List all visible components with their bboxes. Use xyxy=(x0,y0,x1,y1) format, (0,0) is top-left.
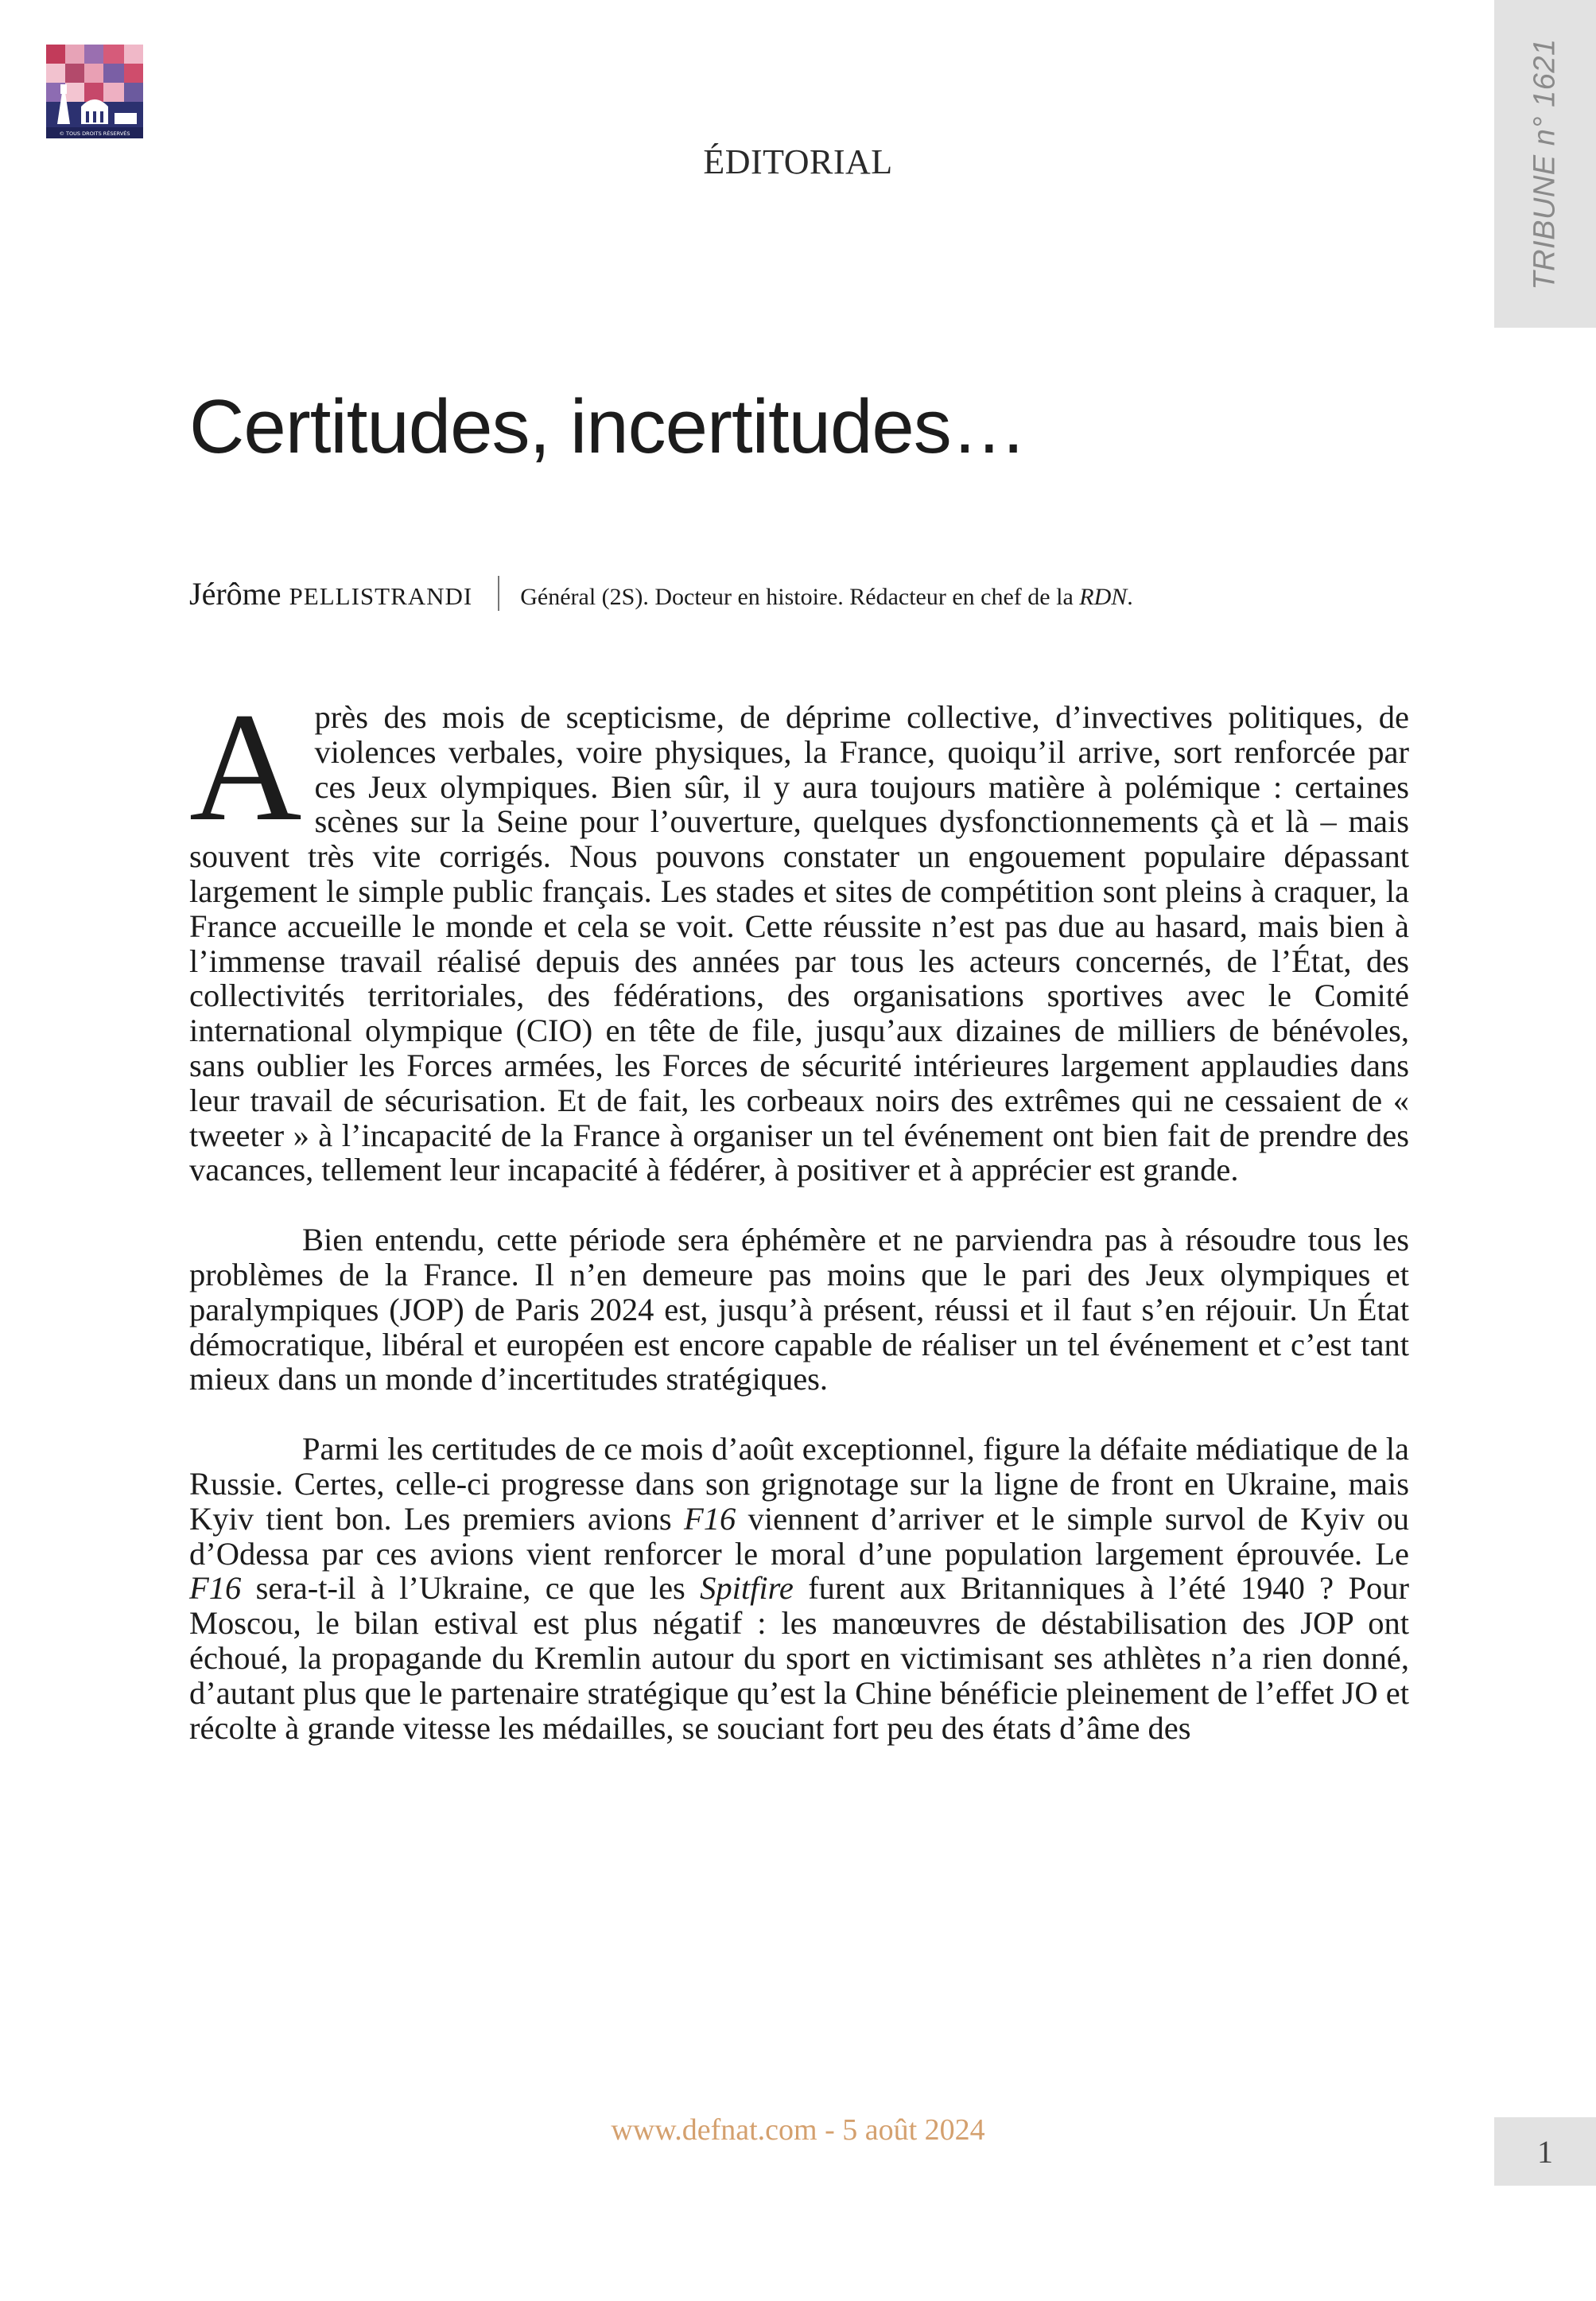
journal-name: RDN xyxy=(1079,584,1128,610)
byline-divider xyxy=(498,576,499,611)
page-number-tab xyxy=(1494,2117,1596,2186)
paragraph-1-text: près des mois de scepticisme, de déprime collective, d’invectives politiques, de violences verbales, voire physiques, la France, quoiqu’il arrive, sort renforcée par ces Jeux olympiques. Bien sûr, il y aura toujours matière à polémique : certaines scènes sur la Seine pour l’ouverture, quelques dysfonctionnements çà et là – mais souvent très vite corrigés. Nous pouvons constater un engouement populaire dépassant largement le simple public français. Les stades et sites de compétition sont pleins à craquer, la France accueille le monde et cela se voit. Cette réussite n’est pas due au hasard, mais bien à l’immense travail réalisé depuis des années par tous les acteurs concernés, de l’État, des collectivités territoriales, des fédérations, des organisations sportives avec le Comité international olympique (CIO) en tête de file, jusqu’aux dizaines de milliers de bénévoles, sans oublier les Forces armées, les Forces de sécurité intérieures largement applaudies dans leur travail de sécurisation. Et de fait, les corbeaux noirs des extrêmes qui ne cessaient de « tweeter » à l’incapacité de la France à organiser un tel événement ont bien fait de prendre des vacances, tellement leur incapacité à fédérer, à positiver et à apprécier est grande. xyxy=(189,699,1409,1188)
author-last-name: PELLISTRANDI xyxy=(289,582,473,610)
paragraph-3-text-b: viennent d’arriver et le simple survol de Kyiv ou d’Odessa par ces avions vient renforcer le moral d’une population largement éprouvée. Le xyxy=(189,1500,1409,1572)
aircraft-name: F16 xyxy=(189,1570,242,1607)
section-label: ÉDITORIAL xyxy=(703,142,893,181)
paragraph-3-text-a: Parmi les certitudes de ce mois d’août exceptionnel, figure la défaite médiatique de la Russie. Certes, celle-ci progresse dans son grignotage sur la ligne de front en Ukraine, mais Kyiv tient bon. Les premiers avions xyxy=(189,1431,1409,1537)
tribune-number: TRIBUNE n° 1621 xyxy=(1528,37,1562,290)
footer-site-date: www.defnat.com - 5 août 2024 xyxy=(611,2113,985,2147)
aircraft-name: Spitfire xyxy=(700,1570,794,1607)
paragraph-2: Bien entendu, cette période sera éphémère et ne parviendra pas à résoudre tous les problèmes de la France. Il n’en demeure pas moins que le pari des Jeux olympiques et paralympiques (JOP) de Paris 2024 est, jusqu’à présent, réussi et il faut s’en réjouir. Un État démocratique, libéral et européen est encore capable de réaliser un tel événement et c’est tant mieux dans un monde d’incertitudes stratégiques. xyxy=(189,1222,1409,1397)
aircraft-name: F16 xyxy=(683,1500,736,1537)
rdn-logo-icon xyxy=(46,45,143,138)
author-description xyxy=(520,584,1133,611)
page-number: 1 xyxy=(1537,2133,1553,2170)
drop-cap: A xyxy=(189,681,302,853)
article-title: Certitudes, incertitudes… xyxy=(189,384,1027,469)
logo-caption: © TOUS DROITS RÉSERVÉS xyxy=(59,130,130,137)
article-body xyxy=(189,681,1409,1780)
author-description-text: Général (2S). Docteur en histoire. Rédacteur en chef de la xyxy=(520,584,1080,610)
paragraph-3-text-c: sera-t-il à l’Ukraine, ce que les xyxy=(241,1570,701,1607)
byline xyxy=(189,569,1133,612)
paragraph-1 xyxy=(189,681,1409,1188)
author-description-end: . xyxy=(1127,584,1133,610)
paragraph-3-text-d: furent aux Britanniques à l’été 1940 ? Pour Moscou, le bilan estival est plus négatif : les manœuvres de déstabilisation des JOP ont échoué, la propagande du Kremlin autour du sport en victimisant ses athlètes n’a rien donné, d’autant plus que le partenaire stratégique qu’est la Chine bénéficie pleinement de l’effet JO et récolte à grande vitesse les médailles, se souciant fort peu des états d’âme des xyxy=(189,1570,1409,1746)
author-first-name: Jérôme xyxy=(189,576,282,612)
paragraph-3 xyxy=(189,1432,1409,1745)
